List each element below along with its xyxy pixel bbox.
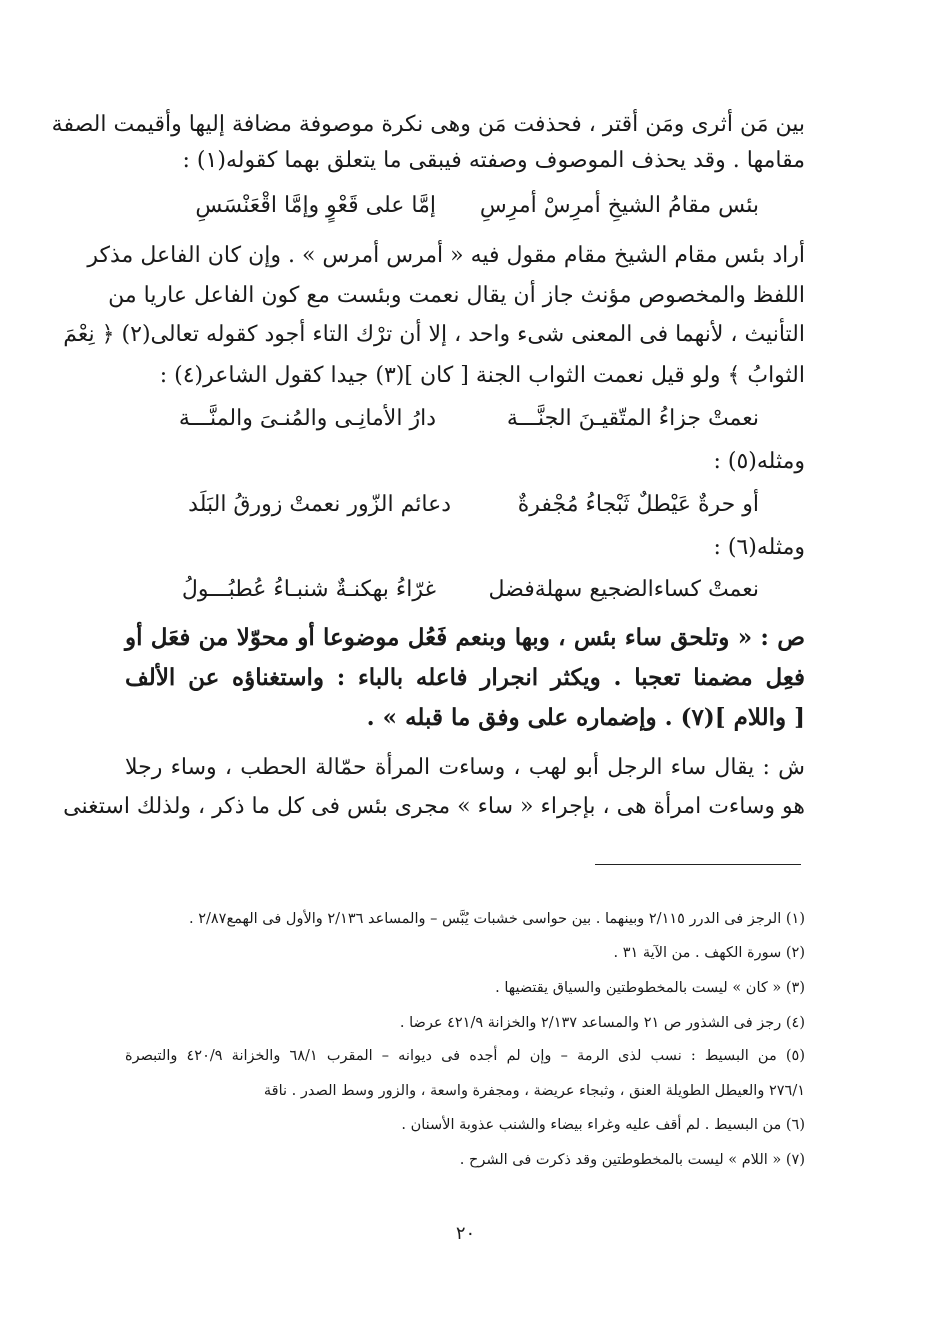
body-line: مقامها . وقد يحذف الموصوف وصفته فيبقى ما يتعلق بهما كقوله(١) : bbox=[182, 148, 805, 173]
footnote: (٢) سورة الكهف . من الآية ٣١ . bbox=[613, 945, 805, 961]
footnote-separator bbox=[595, 864, 801, 865]
footnote: (٥) من البسيط : نسب لذى الرمة – وإن لم أجده فى ديوانه – المقرب ٦٨/١ والخزانة ٤٢٠/٩ والتبصرة bbox=[125, 1048, 805, 1064]
body-line: هو وساءت امرأة هى ، بإجراء « ساء » مجرى بئس فى كل ما ذكر ، ولذلك استغنى bbox=[63, 794, 805, 819]
body-line: الثوابُ ﴾ ولو قيل نعمت الثواب الجنة [ كان ](٣) جيدا كقول الشاعر(٤) : bbox=[159, 363, 805, 388]
page-number: ٢٠ bbox=[455, 1223, 476, 1244]
verse-intro: ومثله(٦) : bbox=[713, 535, 805, 560]
matn-line: ص : « وتلحق ساء بئس ، وبها وبنعم فَعُل موضوعا أو محوّلا من فعَل أو bbox=[125, 624, 805, 651]
body-line: أراد بئس مقام الشيخ مقام مقول فيه « أمرس أمرس » . وإن كان الفاعل مذكر bbox=[87, 243, 805, 268]
footnote: (٣) « كان » ليست بالمخطوطتين والسياق يقتضيها . bbox=[495, 980, 805, 996]
footnote: (٤) رجز فى الشذور ص ٢١ والمساعد ٢/١٣٧ والخزانة ٤٢١/٩ عرضا . bbox=[399, 1015, 805, 1031]
matn-line: [ واللام ](٧) . وإضماره على وفق ما قبله » . bbox=[366, 704, 805, 731]
verse-second-hemistich: دارُ الأمانِـى والمُنـىَ والمنَّـــة bbox=[178, 406, 436, 431]
verse-first-hemistich: أو حرةٌ عَيْطلٌ ثَبْجاءُ مُجْفرةٌ bbox=[517, 492, 759, 517]
footnote: (١) الرجز فى الدرر ٢/١١٥ وبينهما . بين حواسى خشبات يُبَّس – والمساعد ٢/١٣٦ والأول فى الهمع٢/٨٧ . bbox=[188, 911, 805, 927]
verse-second-hemistich: غرّاءُ بهكنـةٌ شنبـاءُ عُطبُـــولُ bbox=[181, 577, 436, 602]
footnote: (٧) « اللام » ليست بالمخطوطتين وقد ذكرت فى الشرح . bbox=[459, 1152, 805, 1168]
verse-second-hemistich: إمَّا على قَعْوٍ وإمَّا اقْعَنْسَسِ bbox=[195, 193, 436, 218]
body-line: بين مَن أثرى ومَن أقتر ، فحذفت مَن وهى نكرة موصوفة مضافة إليها وأقيمت الصفة bbox=[51, 112, 805, 137]
verse-intro: ومثله(٥) : bbox=[713, 449, 805, 474]
footnote-continuation: ٢٧٦/١ والعيطل الطويلة العنق ، وثبجاء عريضة ، ومجفرة واسعة ، والزور وسط الصدر . ناقة bbox=[263, 1083, 805, 1099]
body-line: اللفظ والمخصوص مؤنث جاز أن يقال نعمت وبئست مع كون الفاعل عاريا من bbox=[108, 283, 805, 308]
matn-line: فعِل مضمنا تعجبا . ويكثر انجرار فاعله بالباء : واستغناؤه عن الألف bbox=[125, 664, 805, 691]
body-line: التأنيث ، لأنهما فى المعنى شىء واحد ، إلا أن ترْك التاء أجود كقوله تعالى(٢) ﴿ نِعْمَ bbox=[63, 322, 805, 347]
verse-first-hemistich: نعمتْ كساءالضجيع سهلةفضل bbox=[488, 577, 759, 602]
verse-second-hemistich: دعائم الزّور نعمتْ زورقُ البَلَد bbox=[188, 492, 451, 517]
verse-first-hemistich: بئس مقامُ الشيخِ أمرِسْ أمرِسِ bbox=[479, 193, 759, 218]
verse-first-hemistich: نعمتْ جزاءُ المتّقيـنَ الجنَّـــة bbox=[506, 406, 759, 431]
footnote: (٦) من البسيط . لم أقف عليه وغراء بيضاء والشنب عذوبة الأسنان . bbox=[401, 1117, 805, 1133]
body-line: ش : يقال ساء الرجل أبو لهب ، وساءت المرأة حمّالة الحطب ، وساء رجلا bbox=[125, 755, 805, 780]
